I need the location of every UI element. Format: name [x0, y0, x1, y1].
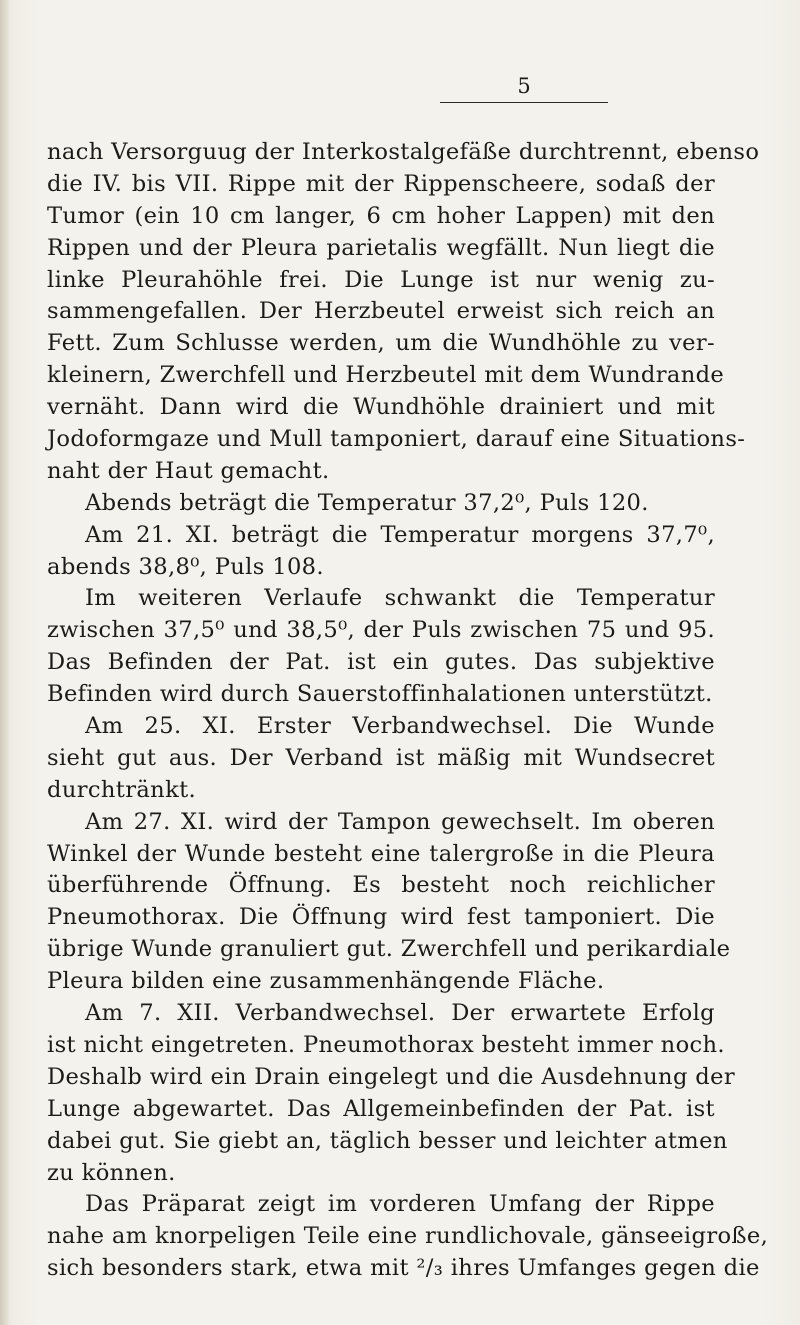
text-line: überführende Öffnung. Es besteht noch reichlicher	[47, 872, 715, 899]
text-line: Am 21. XI. beträgt die Temperatur morgens 37,7⁰,	[85, 521, 715, 548]
text-line: Am 25. XI. Erster Verbandwechsel. Die Wunde	[85, 713, 715, 740]
text-line: ist nicht eingetreten. Pneumothorax besteht immer noch.	[47, 1031, 725, 1058]
text-line: Am 27. XI. wird der Tampon gewechselt. Im oberen	[85, 808, 715, 835]
text-line: Jodoformgaze und Mull tamponiert, darauf eine Situations-	[47, 426, 746, 453]
text-line: Winkel der Wunde besteht eine talergroße in die Pleura	[47, 840, 715, 867]
text-line: vernäht. Dann wird die Wundhöhle drainiert und mit	[47, 394, 715, 421]
text-line: abends 38,8⁰, Puls 108.	[47, 553, 324, 580]
binding-shadow	[0, 0, 10, 1325]
text-line: naht der Haut gemacht.	[47, 457, 330, 484]
body-text	[47, 137, 769, 1285]
text-line: Deshalb wird ein Drain eingelegt und die Ausdehnung der	[47, 1063, 735, 1090]
header-rule	[440, 102, 608, 103]
text-line: Befinden wird durch Sauerstoffinhalationen unterstützt.	[47, 681, 713, 708]
text-line: zwischen 37,5⁰ und 38,5⁰, der Puls zwischen 75 und 95.	[47, 617, 715, 644]
text-line: sich besonders stark, etwa mit ²/₃ ihres Umfanges gegen die	[47, 1255, 760, 1282]
text-line: linke Pleurahöhle frei. Die Lunge ist nur wenig zu-	[47, 266, 715, 293]
text-line: die IV. bis VII. Rippe mit der Rippenscheere, sodaß der	[47, 170, 715, 197]
text-line: Im weiteren Verlaufe schwankt die Temperatur	[85, 585, 715, 612]
text-line: Am 7. XII. Verbandwechsel. Der erwartete Erfolg	[85, 1000, 715, 1027]
text-line: nahe am knorpeligen Teile eine rundlichovale, gänseeigroße,	[47, 1223, 769, 1250]
text-line: Das Präparat zeigt im vorderen Umfang der Rippe	[85, 1191, 715, 1218]
text-line: nach Versorguug der Interkostalgefäße durchtrennt, ebenso	[47, 139, 760, 165]
text-line: zu können.	[47, 1159, 176, 1186]
page-number: 5	[517, 74, 531, 98]
text-line: Pneumothorax. Die Öffnung wird fest tamponiert. Die	[47, 904, 715, 931]
text-line: übrige Wunde granuliert gut. Zwerchfell und perikardiale	[47, 936, 731, 963]
text-line: sammengefallen. Der Herzbeutel erweist sich reich an	[47, 298, 715, 325]
text-line: dabei gut. Sie giebt an, täglich besser und leichter atmen	[47, 1127, 728, 1154]
page-header	[440, 68, 608, 104]
text-line: Lunge abgewartet. Das Allgemeinbefinden der Pat. ist	[47, 1095, 715, 1122]
text-line: Tumor (ein 10 cm langer, 6 cm hoher Lappen) mit den	[47, 202, 715, 229]
text-line: Fett. Zum Schlusse werden, um die Wundhöhle zu ver-	[47, 330, 715, 357]
text-line: sieht gut aus. Der Verband ist mäßig mit Wundsecret	[47, 744, 715, 771]
text-line: Abends beträgt die Temperatur 37,2⁰, Puls 120.	[85, 489, 649, 516]
text-line: Rippen und der Pleura parietalis wegfällt. Nun liegt die	[47, 234, 715, 261]
text-line: Das Befinden der Pat. ist ein gutes. Das subjektive	[47, 649, 715, 676]
text-line: kleinern, Zwerchfell und Herzbeutel mit dem Wundrande	[47, 362, 725, 389]
text-line: Pleura bilden eine zusammenhängende Fläche.	[47, 968, 605, 995]
text-line: durchtränkt.	[47, 776, 197, 803]
